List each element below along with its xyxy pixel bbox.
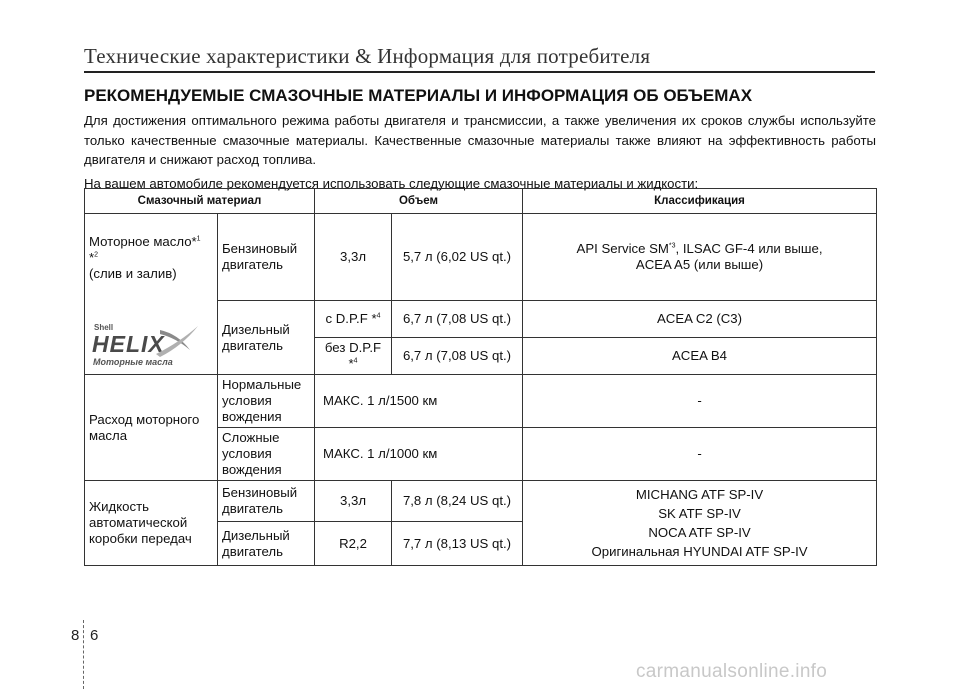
engine-oil-cell (85, 214, 218, 375)
table-row (85, 481, 877, 522)
shell-helix-logo (90, 320, 202, 368)
logo-brand-text: Shell (94, 323, 114, 332)
atf-diesel-volume-l: R2,2 (315, 522, 392, 566)
table-row (85, 214, 877, 301)
oil-consumption-normal-class: - (523, 375, 877, 428)
page-number-divider (83, 620, 84, 689)
atf-diesel-label: Дизельный двигатель (218, 522, 315, 566)
logo-name-text: HELIX (92, 331, 165, 357)
engine-oil-gasoline-volume-us: 5,7 л (6,02 US qt.) (392, 214, 523, 301)
engine-oil-gasoline-volume-l: 3,3л (315, 214, 392, 301)
table-row (85, 375, 877, 428)
oil-consumption-normal-label: Нормальные условия вождения (218, 375, 315, 428)
header-material: Смазочный материал (85, 189, 315, 214)
engine-oil-diesel-with-dpf: с D.P.F *$^4$ (315, 301, 392, 338)
watermark-text: carmanualsonline.info (636, 661, 828, 682)
intro-text (84, 111, 876, 193)
engine-oil-diesel-without-volume: 6,7 л (7,08 US qt.) (392, 338, 523, 375)
intro-paragraph-1: Для достижения оптимального режима работы двигателя и трансмиссии, а также увеличения их сроков службы используйте только качественные смазочные материалы. Качественные смазочные материалы также влияют на эффективность работы двигателя и снижают расход топлива. (84, 113, 876, 167)
list-item: SK ATF SP-IV (658, 506, 741, 521)
engine-oil-sublabel: (слив и залив) (89, 266, 177, 281)
header-classification: Классификация (523, 189, 877, 214)
atf-gasoline-volume-l: 3,3л (315, 481, 392, 522)
lubricants-table (84, 188, 877, 566)
engine-oil-gasoline-label: Бензиновый двигатель (218, 214, 315, 301)
logo-sub-text: Моторные масла (93, 357, 173, 367)
engine-oil-gasoline-class: API Service SM$^{*3}$, ILSAC GF-4 или выше, ACEA A5 (или выше) (523, 214, 877, 301)
oil-consumption-severe-value: МАКС. 1 л/1000 км (315, 428, 523, 481)
oil-consumption-severe-class: - (523, 428, 877, 481)
oil-consumption-severe-label: Сложные условия вождения (218, 428, 315, 481)
header-volume: Объем (315, 189, 523, 214)
page-section-number: 8 (71, 627, 80, 644)
engine-oil-diesel-without-class: ACEA B4 (523, 338, 877, 375)
atf-gasoline-volume-us: 7,8 л (8,24 US qt.) (392, 481, 523, 522)
engine-oil-diesel-label: Дизельный двигатель (218, 301, 315, 375)
list-item: Оригинальная HYUNDAI ATF SP-IV (591, 544, 808, 559)
page-header-title: Технические характеристики & Информация для потребителя (84, 44, 651, 68)
engine-oil-diesel-with-volume: 6,7 л (7,08 US qt.) (392, 301, 523, 338)
engine-oil-diesel-without-dpf: без D.P.F *$^4$ (315, 338, 392, 375)
engine-oil-diesel-with-class: ACEA C2 (C3) (523, 301, 877, 338)
atf-diesel-volume-us: 7,7 л (8,13 US qt.) (392, 522, 523, 566)
atf-classification (523, 481, 877, 566)
oil-consumption-normal-value: МАКС. 1 л/1500 км (315, 375, 523, 428)
oil-consumption-label: Расход моторного масла (85, 375, 218, 481)
list-item: NOCA ATF SP-IV (648, 525, 751, 540)
atf-label: Жидкость автоматической коробки передач (85, 481, 218, 566)
section-title: РЕКОМЕНДУЕМЫЕ СМАЗОЧНЫЕ МАТЕРИАЛЫ И ИНФОРМАЦИЯ ОБ ОБЪЕМАХ (84, 86, 753, 105)
engine-oil-label: Моторное масло*$^1$ *$^2$ (89, 234, 201, 265)
table-header-row (85, 189, 877, 214)
list-item: MICHANG ATF SP-IV (635, 487, 764, 502)
page-number: 6 (90, 627, 99, 644)
atf-gasoline-label: Бензиновый двигатель (218, 481, 315, 522)
header-rule (84, 71, 875, 73)
intro-paragraph-2: На вашем автомобиле рекомендуется использовать следующие смазочные материалы и жидкости: (84, 175, 699, 191)
